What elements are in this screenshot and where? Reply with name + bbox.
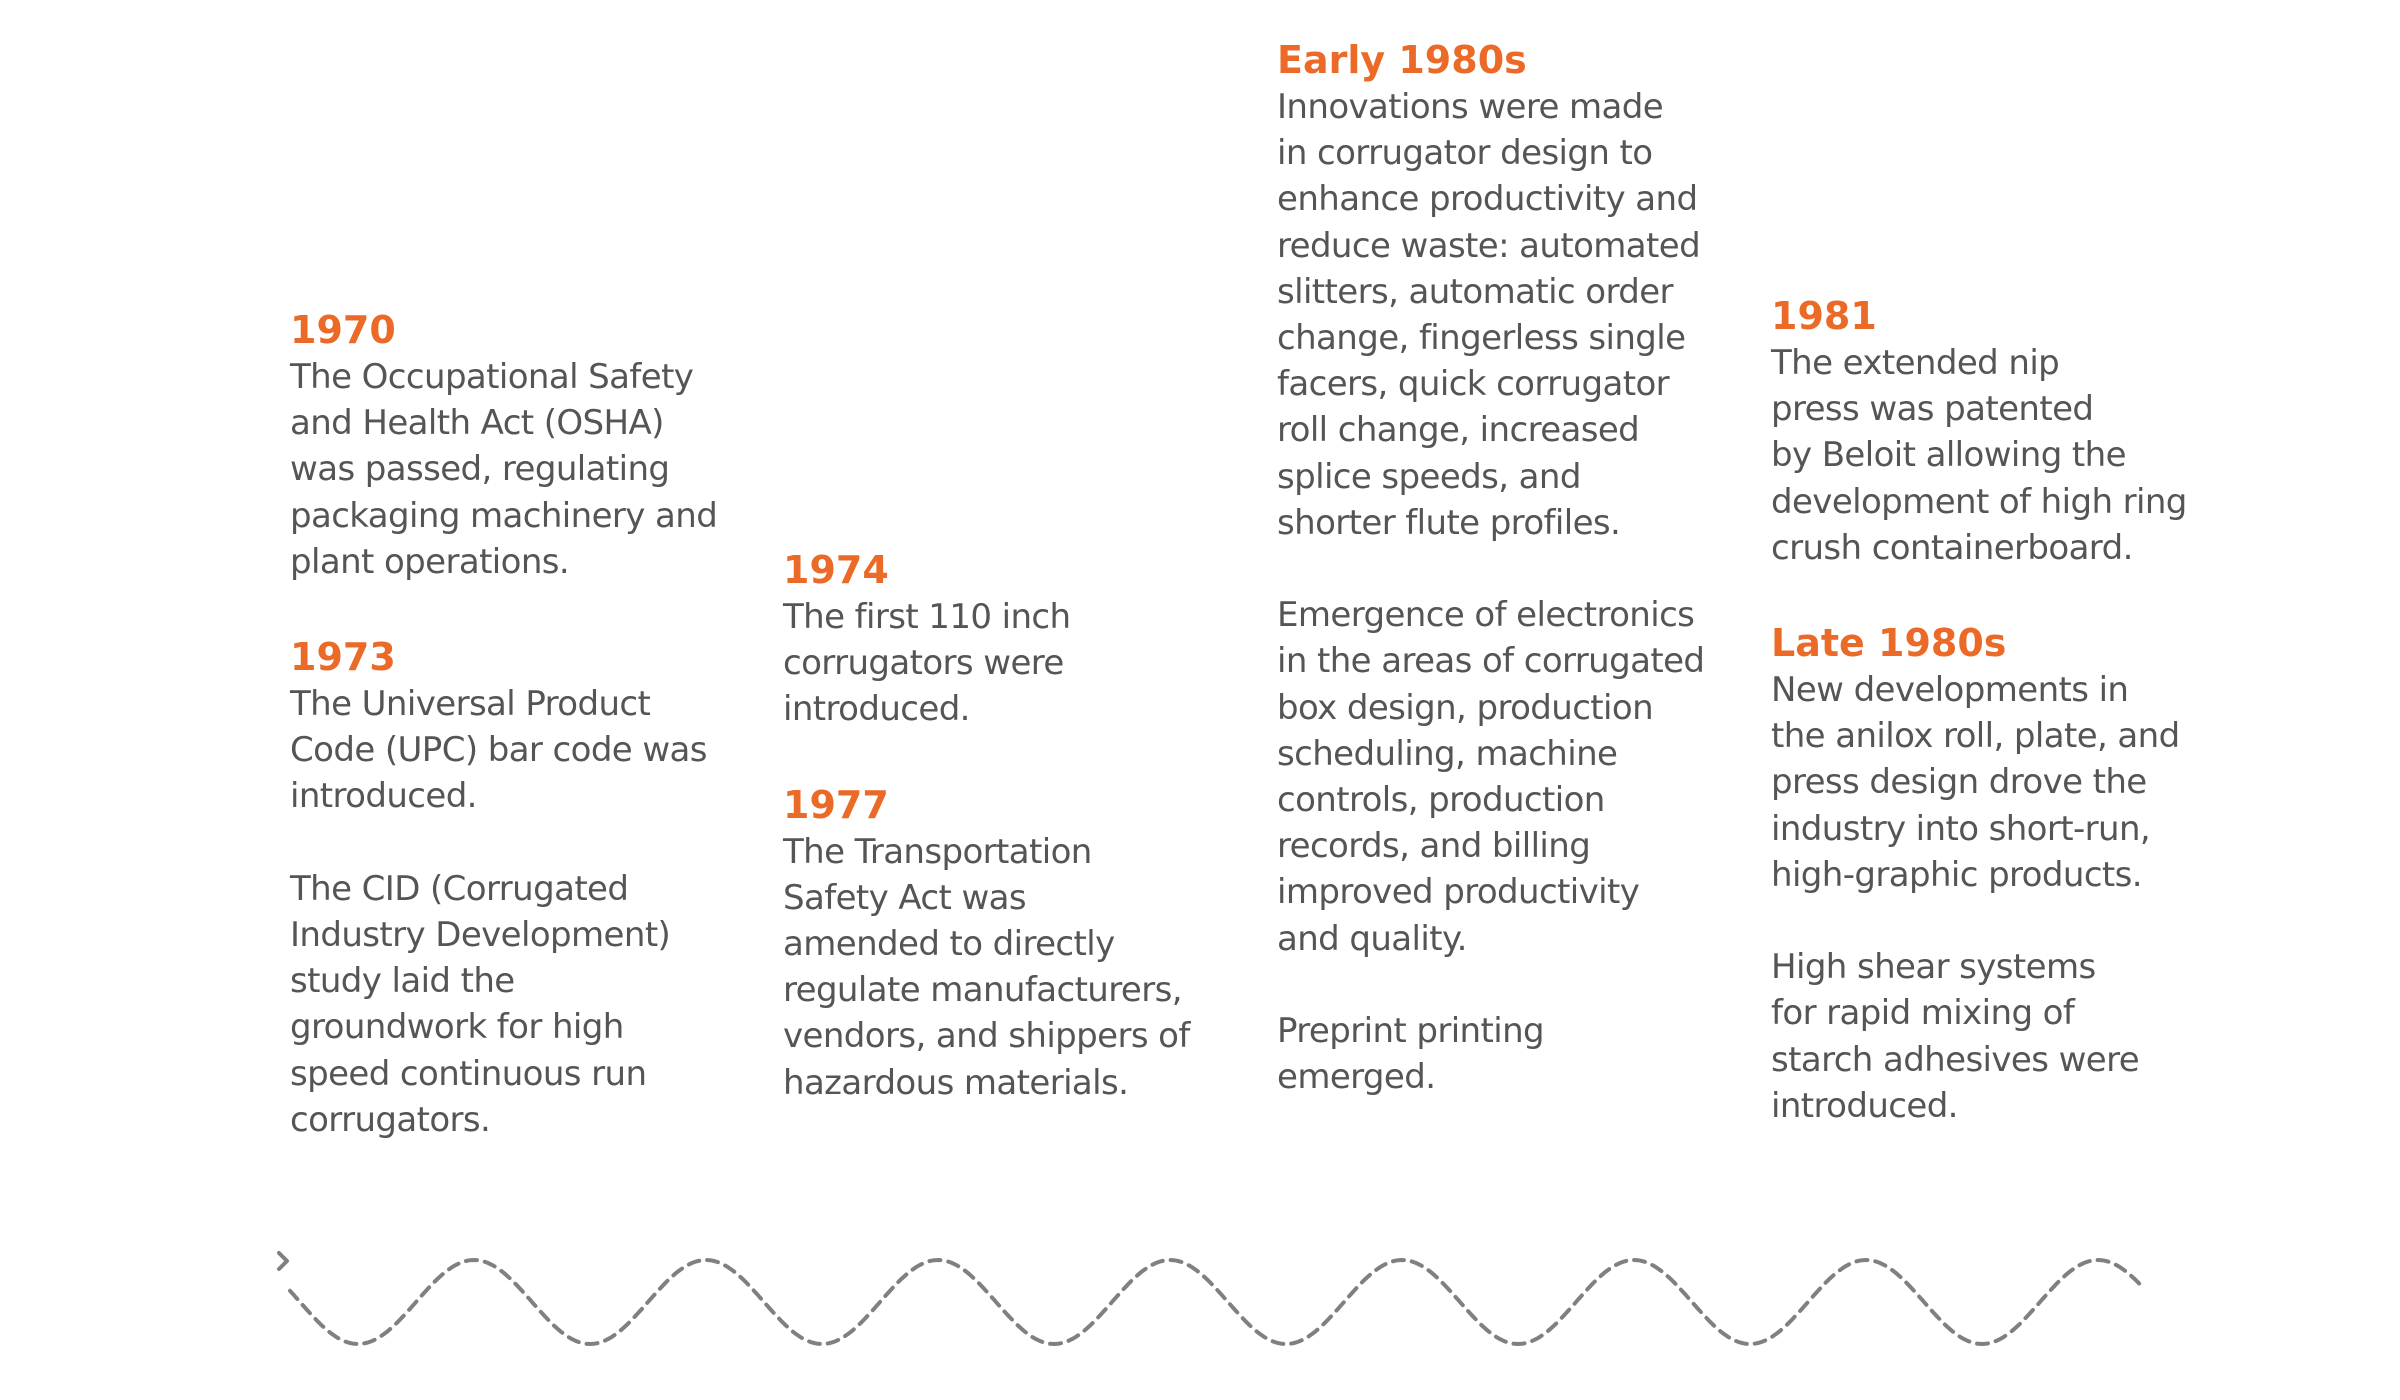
year-label: 1981: [1771, 294, 1877, 338]
entry-text: Preprint printing emerged.: [1277, 1011, 1545, 1098]
year-label: 1973: [290, 635, 396, 680]
year-label: Late 1980s: [1771, 621, 2007, 666]
entry-text: The Universal Product Code (UPC) bar code was introduced.: [290, 684, 707, 817]
wave-line: [290, 1260, 2140, 1344]
timeline-entry-1977: [783, 781, 1223, 1106]
timeline-entry-1974: [783, 546, 1223, 733]
year-label: 1974: [783, 548, 889, 592]
chevron-right-icon: [279, 1253, 287, 1269]
timeline-entry-1973: [290, 633, 730, 1143]
timeline-column-3: [1277, 36, 1717, 1100]
entry-text: The first 110 inch corrugators were introduced.: [783, 597, 1071, 730]
year-label: 1977: [783, 782, 889, 827]
entry-text: The extended nip press was patented by Beloit allowing the development of high ring crush containerboard.: [1771, 343, 2187, 568]
year-label: 1970: [290, 308, 396, 352]
timeline-entry-late-1980s: [1771, 619, 2211, 1129]
entry-text: High shear systems for rapid mixing of starch adhesives were introduced.: [1771, 947, 2140, 1126]
timeline-column-2: [783, 546, 1223, 1106]
entry-text: Emergence of electronics in the areas of corrugated box design, production scheduling, machine controls, production records, and billing improved productivity and quality.: [1277, 595, 1705, 959]
entry-text: The Occupational Safety and Health Act (OSHA) was passed, regulating packaging machinery and plant operations.: [290, 357, 718, 582]
timeline-column-4: [1771, 292, 2211, 1129]
entry-text: The CID (Corrugated Industry Development) study laid the groundwork for high speed continuous run corrugators.: [290, 868, 671, 1140]
entry-text: New developments in the anilox roll, plate, and press design drove the industry into short-run, high-graphic products.: [1771, 670, 2180, 895]
timeline-entry-early-1980s: [1277, 36, 1717, 1100]
timeline-entry-1970: [290, 306, 730, 585]
timeline-entry-1981: [1771, 292, 2211, 571]
year-label: Early 1980s: [1277, 38, 1527, 82]
timeline-column-1: [290, 306, 730, 1143]
entry-text: The Transportation Safety Act was amended to directly regulate manufacturers, vendors, and shippers of hazardous materials.: [783, 831, 1190, 1103]
entry-text: Innovations were made in corrugator design to enhance productivity and reduce waste: automated slitters, automatic order change, fingerless single facers, quick corrugator roll change, increased splice speeds, and shorter flute profiles.: [1277, 87, 1701, 543]
